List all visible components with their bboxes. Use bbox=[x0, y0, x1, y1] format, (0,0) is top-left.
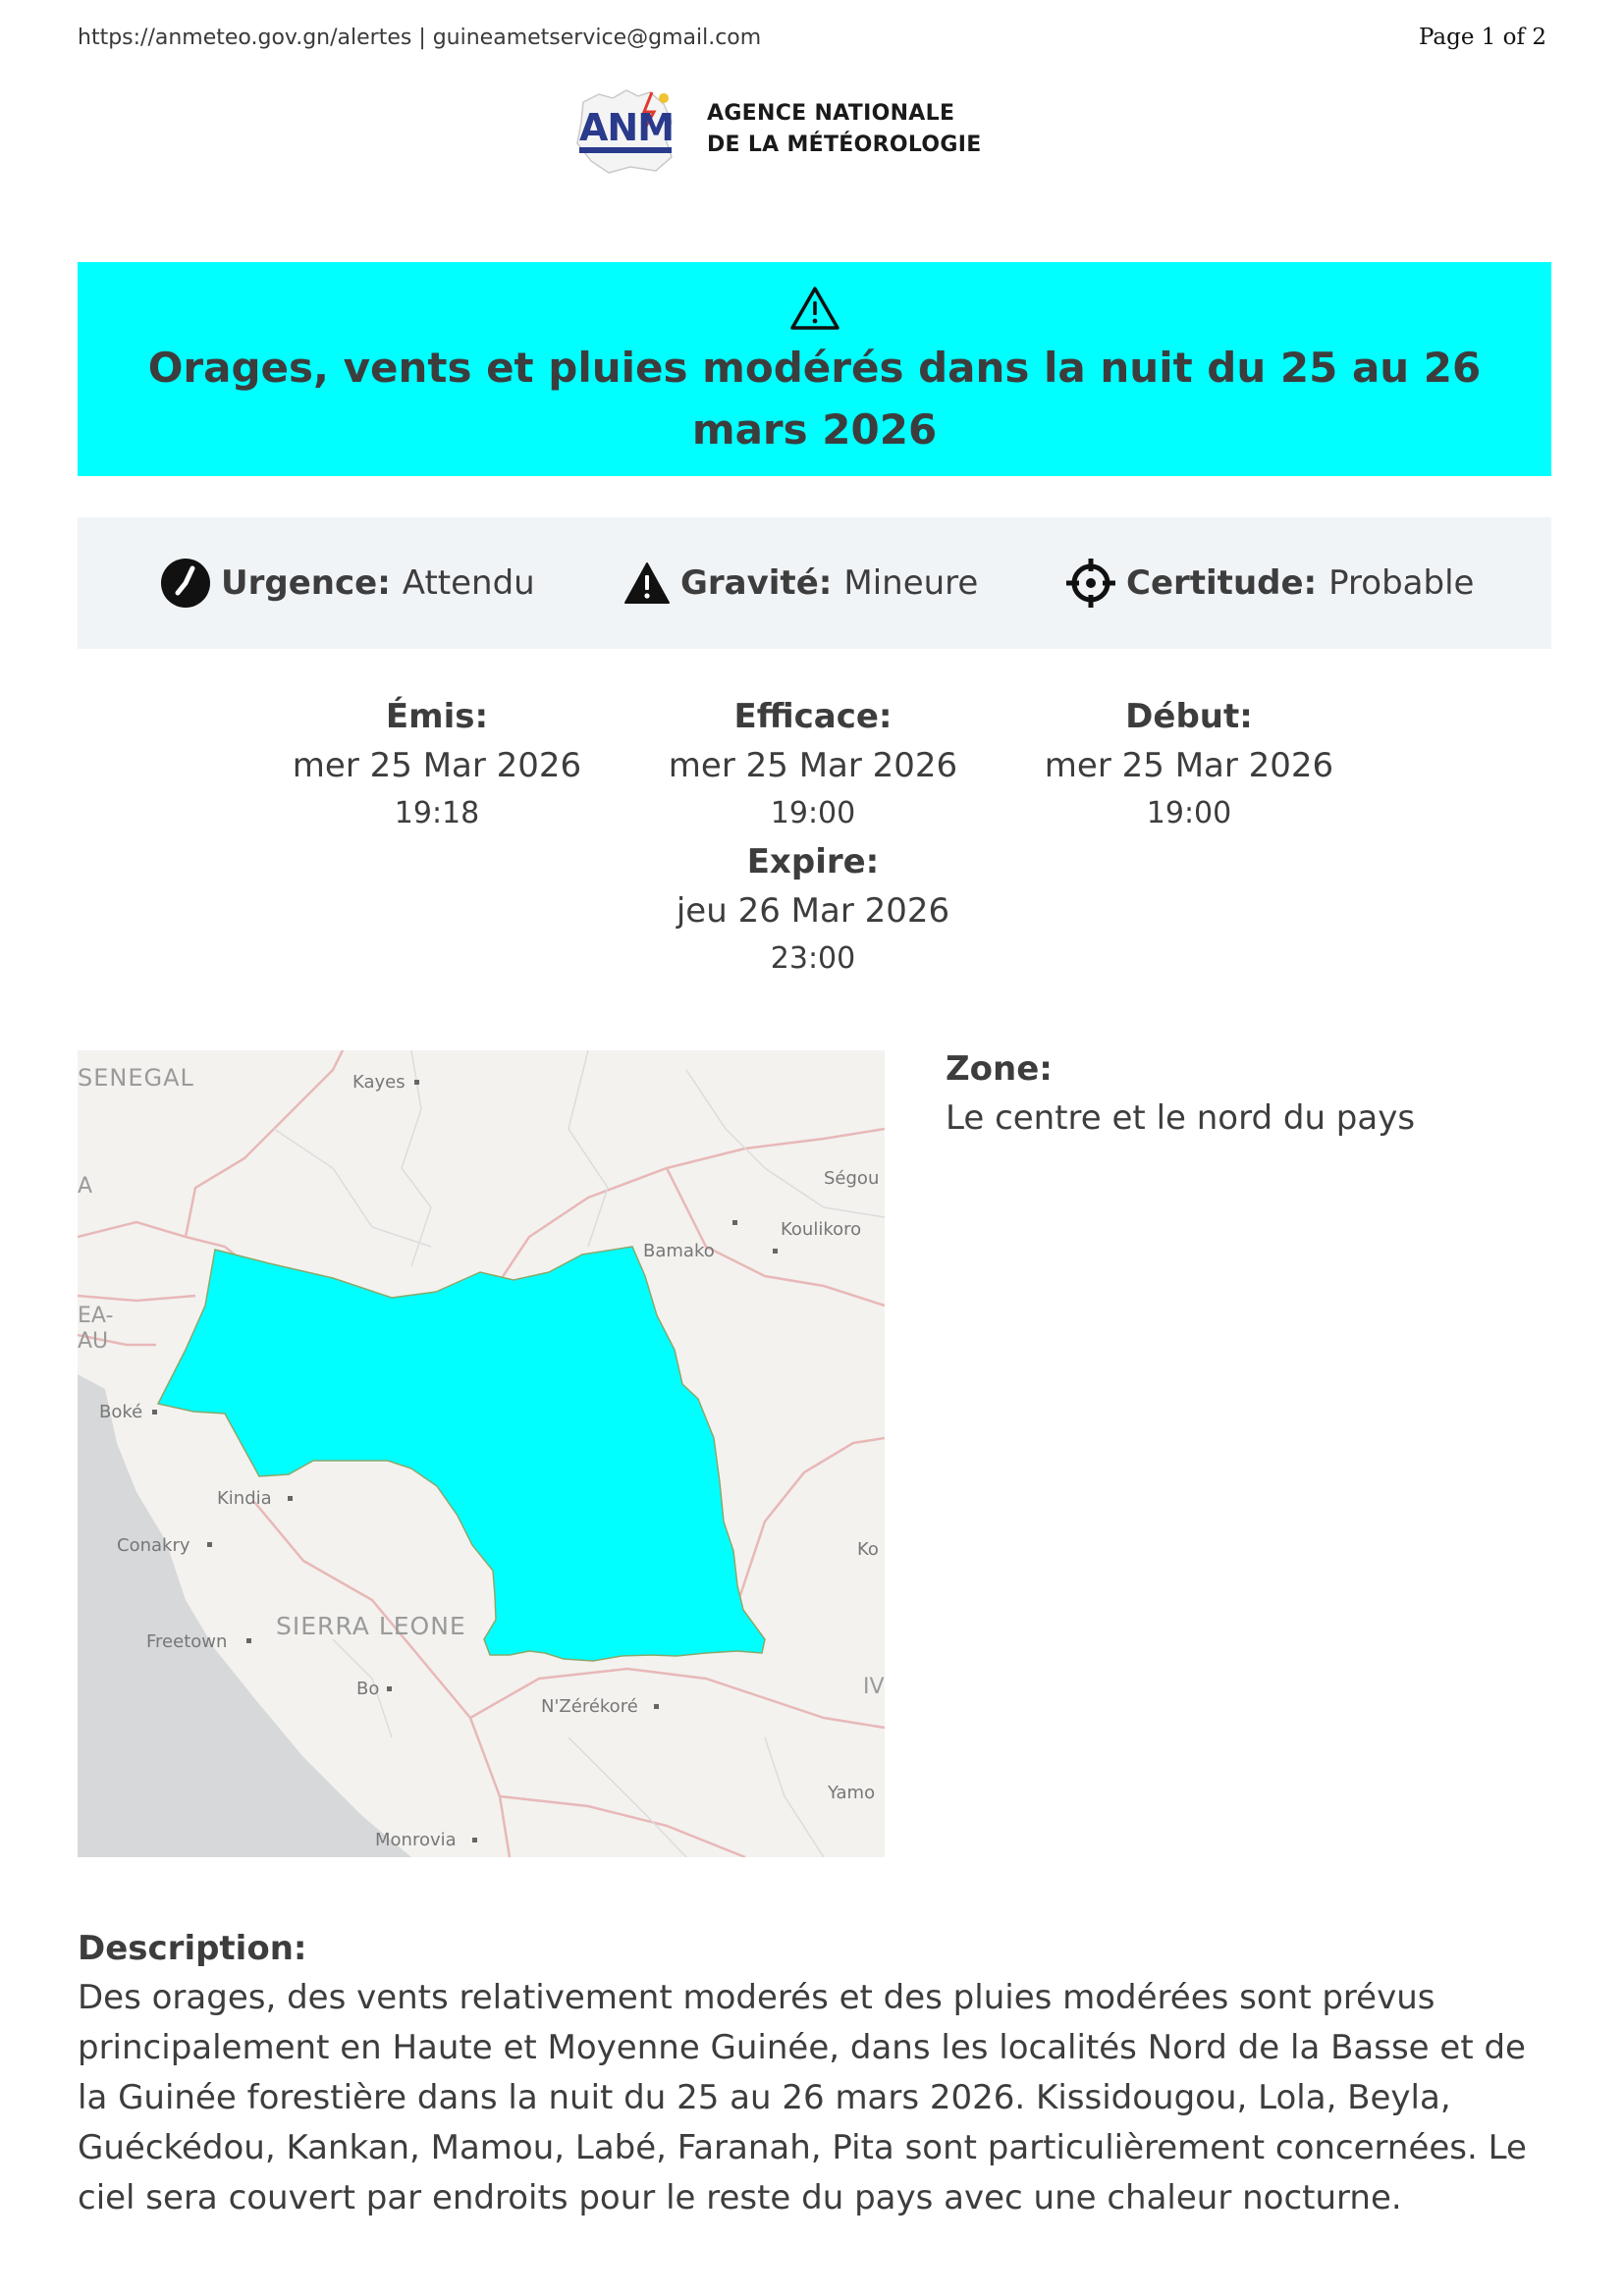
effective-date: mer 25 Mar 2026 bbox=[668, 746, 958, 785]
issued-block bbox=[250, 692, 623, 837]
header-url-email: https://anmeteo.gov.gn/alertes | guineametservice@gmail.com bbox=[78, 26, 762, 50]
alert-zone-polygon bbox=[158, 1247, 765, 1661]
logo-line-1: AGENCE NATIONALE bbox=[707, 101, 955, 126]
map-label-koulikoro: Koulikoro bbox=[781, 1219, 862, 1240]
logo-line-2: DE LA MÉTÉOROLOGIE bbox=[707, 133, 982, 157]
map-label-kayes: Kayes bbox=[352, 1072, 406, 1093]
certainty-label: Certitude: bbox=[1126, 563, 1318, 603]
expires-date: jeu 26 Mar 2026 bbox=[676, 891, 950, 931]
alert-zone-map bbox=[78, 1050, 885, 1857]
effective-time: 19:00 bbox=[770, 796, 856, 830]
map-label-ko: Ko bbox=[857, 1539, 879, 1560]
issued-label: Émis: bbox=[385, 697, 489, 736]
warning-filled-icon bbox=[623, 561, 671, 605]
map-label-conakry: Conakry bbox=[117, 1535, 190, 1556]
agency-logo bbox=[569, 82, 1060, 177]
map-label-segou: Ségou bbox=[824, 1168, 880, 1189]
urgency-label: Urgence: bbox=[221, 563, 391, 603]
expires-block bbox=[626, 837, 1000, 983]
map-label-kindia: Kindia bbox=[217, 1488, 272, 1509]
onset-label: Début: bbox=[1125, 697, 1253, 736]
map-label-iv: IV bbox=[863, 1675, 885, 1699]
description-block bbox=[78, 1924, 1555, 2223]
warning-icon bbox=[789, 286, 840, 331]
onset-time: 19:00 bbox=[1146, 796, 1232, 830]
map-label-guinea-bissau-1: EA- bbox=[78, 1304, 114, 1328]
zone-label: Zone: bbox=[946, 1049, 1053, 1089]
onset-date: mer 25 Mar 2026 bbox=[1044, 746, 1334, 785]
map-label-boke: Boké bbox=[99, 1402, 143, 1422]
map-label-nzerekore: N'Zérékoré bbox=[541, 1696, 638, 1717]
page-number: Page 1 of 2 bbox=[1418, 25, 1546, 50]
map-label-monrovia: Monrovia bbox=[375, 1830, 457, 1850]
severity-label: Gravité: bbox=[680, 563, 833, 603]
alert-title: Orages, vents et pluies modérés dans la nuit du 25 au 26 mars 2026 bbox=[147, 344, 1482, 454]
issued-date: mer 25 Mar 2026 bbox=[292, 746, 582, 785]
anm-logo-mark bbox=[569, 82, 685, 177]
urgency-item bbox=[160, 517, 535, 649]
alert-meta-bar bbox=[78, 517, 1551, 649]
description-text: Des orages, des vents relativement moderés et des pluies modérées sont prévus principalement en Haute et Moyenne Guinée, dans les localités Nord de la Basse et de la Guinée forestière dans la nuit du 25 au 26 mars 2026. Kissidougou, Lola, Beyla, Guéckédou, Kankan, Mamou, Labé, Faranah, Pita sont particulièrement concernées. Le ciel sera couvert par endroits pour le reste du pays avec une chaleur nocturne. bbox=[78, 1978, 1527, 2217]
urgency-value: Attendu bbox=[402, 563, 535, 603]
certainty-value: Probable bbox=[1328, 563, 1475, 603]
expires-label: Expire: bbox=[746, 842, 880, 881]
logo-abbr: ANM bbox=[579, 106, 675, 149]
effective-label: Efficace: bbox=[733, 697, 893, 736]
description-label: Description: bbox=[78, 1929, 307, 1968]
severity-value: Mineure bbox=[843, 563, 979, 603]
map-label-freetown: Freetown bbox=[146, 1631, 228, 1652]
issued-time: 19:18 bbox=[394, 796, 480, 830]
zone-value: Le centre et le nord du pays bbox=[946, 1098, 1416, 1138]
effective-block bbox=[626, 692, 1000, 837]
expires-time: 23:00 bbox=[770, 941, 856, 976]
clock-icon bbox=[160, 558, 211, 609]
map-label-senegal: SENEGAL bbox=[78, 1064, 194, 1092]
onset-block bbox=[1002, 692, 1376, 837]
map-label-a: A bbox=[78, 1174, 93, 1199]
severity-item bbox=[623, 517, 978, 649]
crosshair-icon bbox=[1065, 558, 1116, 609]
map-label-sierra-leone: SIERRA LEONE bbox=[276, 1612, 466, 1640]
map-label-bo: Bo bbox=[356, 1679, 380, 1699]
map-label-yamo: Yamo bbox=[828, 1783, 876, 1803]
map-label-guinea-bissau-2: AU bbox=[78, 1329, 109, 1354]
certainty-item bbox=[1065, 517, 1474, 649]
map-label-bamako: Bamako bbox=[643, 1241, 715, 1261]
alert-banner bbox=[78, 262, 1551, 476]
zone-block bbox=[946, 1044, 1554, 1143]
